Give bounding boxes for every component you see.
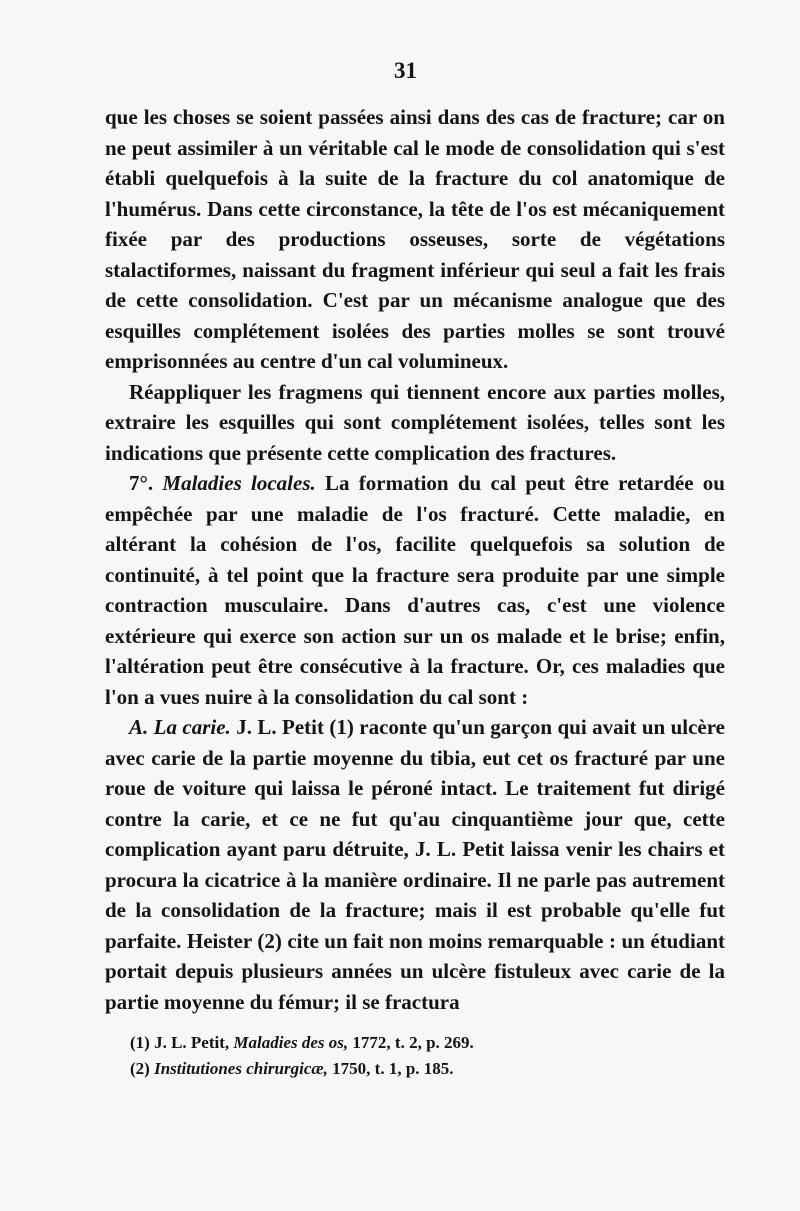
body-text <box>105 102 725 1017</box>
footnote-2-title: Institutiones chirurgicæ, <box>154 1059 328 1078</box>
paragraph-4-text: J. L. Petit (1) raconte qu'un garçon qui avait un ulcère avec carie de la partie moyenne du tibia, eut cet os fracturé par une roue de voiture qui laissa le péroné intact. Le traitement fut dirigé contre la carie, et ce ne fut qu'au cinquantième jour que, cette complication ayant paru détruite, J. L. Petit laissa venir les chairs et procura la cicatrice à la manière ordinaire. Il ne parle pas autrement de la consolidation de la fracture; mais il est probable qu'elle fut parfaite. Heister (2) cite un fait non moins remarquable : un étudiant portait depuis plusieurs années un ulcère fistuleux avec carie de la partie moyenne du fémur; il se fractura <box>105 715 726 1014</box>
footnote-2-marker: (2) <box>130 1059 150 1078</box>
paragraph-2-text: Réappliquer les fragmens qui tiennent encore aux parties molles, extraire les esquilles qui sont complétement isolées, telles sont les indications que présente cette complication des fractures. <box>105 379 725 465</box>
footnote-1-rest: 1772, t. 2, p. 269. <box>352 1033 474 1052</box>
paragraph-3-text: La formation du cal peut être retardée ou empêchée par une maladie de l'os fracturé. Cette maladie, en altérant la cohésion de l'os, facilite quelquefois sa solution de continuité, à tel point que la fracture sera produite par une simple contraction musculaire. Dans d'autres cas, c'est une violence extérieure qui exerce son action sur un os malade et le brise; enfin, l'altération peut être consécutive à la fracture. Or, ces maladies que l'on a vues nuire à la consolidation du cal sont : <box>105 471 725 709</box>
footnote-1-marker: (1) <box>130 1033 150 1052</box>
footnote-1 <box>130 1030 690 1056</box>
paragraph-3-heading: Maladies locales. <box>162 471 316 495</box>
footnotes <box>130 1030 690 1082</box>
footnote-2-rest: 1750, t. 1, p. 185. <box>332 1059 454 1078</box>
paragraph-3 <box>105 468 725 712</box>
footnote-1-title: Maladies des os, <box>233 1033 349 1052</box>
paragraph-1-text: que les choses se soient passées ainsi dans des cas de fracture; car on ne peut assimiler à un véritable cal le mode de consolidation qui s'est établi quelquefois à la suite de la fracture du col anatomique de l'humérus. Dans cette circonstance, la tête de l'os est mécaniquement fixée par des productions osseuses, sorte de végétations stalactiformes, naissant du fragment inférieur qui seul a fait les frais de cette consolidation. C'est par un mécanisme analogue que des esquilles complétement isolées des parties molles se sont trouvé emprisonnées au centre d'un cal volumineux. <box>105 105 725 373</box>
paragraph-4-heading: A. La carie. <box>129 715 231 739</box>
footnote-2 <box>130 1056 690 1082</box>
footnote-1-author: J. L. Petit, <box>154 1033 230 1052</box>
paragraph-3-number: 7°. <box>129 471 154 495</box>
paragraph-4 <box>105 712 725 1017</box>
paragraph-2 <box>105 377 725 469</box>
paragraph-1 <box>105 102 725 377</box>
page-number: 31 <box>394 58 417 83</box>
